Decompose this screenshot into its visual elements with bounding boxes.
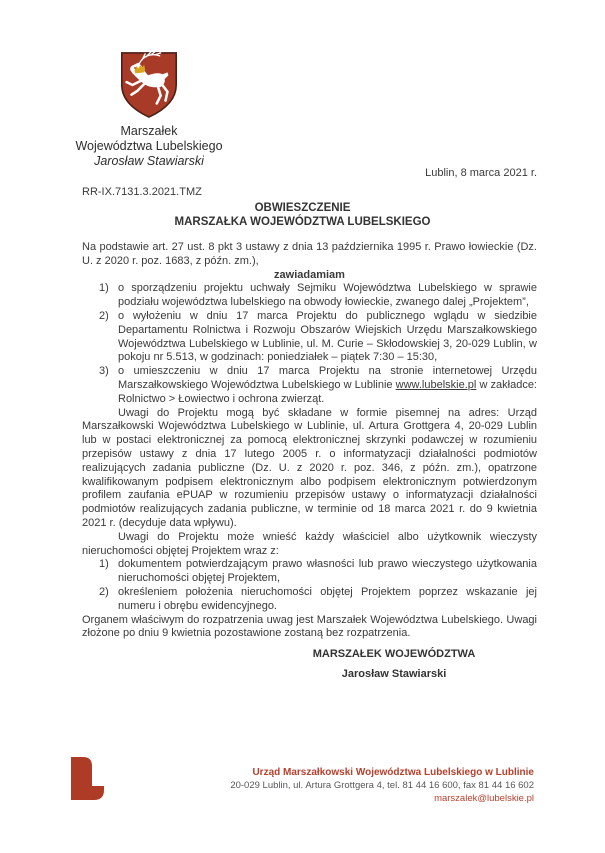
document-title-line1: OBWIESZCZENIE <box>254 202 351 214</box>
footer-organization: Urząd Marszałkowski Województwa Lubelskiego w Lublinie <box>252 767 534 778</box>
footer-email-link[interactable]: marszalek@lubelskie.pl <box>434 793 534 804</box>
signature-block <box>279 648 509 682</box>
footer-address: 20-029 Lublin, ul. Artura Grottgera 4, tel. 81 44 16 600, fax 81 44 16 602 <box>230 780 534 791</box>
list-item-number: 3) <box>99 365 109 378</box>
reference-number: RR-IX.7131.3.2021.TMZ <box>82 186 202 198</box>
comments-submission-paragraph: Uwagi do Projektu mogą być składane w formie pisemnej na adres: Urząd Marszałkowski Województwa Lubelskiego w Lublinie, ul. Artura Grottgera 4, 20-029 Lublin lub w postaci elektronicznej za pomocą elektronicznej skrzynki podawczej w rozumieniu przepisów ustawy z dnia 17 lutego 2005 r. o informatyzacji działalności podmiotów realizujących zadania publiczne (Dz. U. z 2020 r. poz. 346, z późn. zm.), opatrzone kwalifikowanym podpisem elektronicznym albo podpisem elektronicznym potwierdzonym profilem zaufania ePUAP w rozumieniu przepisów ustawy o informatyzacji działalności podmiotów realizujących zadania publiczne, w terminie od 18 marca 2021 r. do 9 kwietnia 2021 r. (decyduje data wpływu). <box>82 406 537 529</box>
document-title-line2: MARSZAŁKA WOJEWÓDZTWA LUBELSKIEGO <box>174 216 431 228</box>
requirements-list <box>82 558 537 613</box>
footer <box>230 766 534 805</box>
legal-basis-paragraph: Na podstawie art. 27 ust. 8 pkt 3 ustawy z dnia 13 października 1995 r. Prawo łowieckie (Dz. U. z 2020 r. poz. 1683, z późn. zm.), <box>82 241 537 267</box>
list-item <box>82 558 537 586</box>
eligible-persons-paragraph: Uwagi do Projektu może wnieść każdy właściciel albo użytkownik wieczysty nieruchomości objętej Projektem wraz z: <box>82 530 537 557</box>
lubelskie-website-link[interactable]: www.lubelskie.pl <box>395 378 477 391</box>
announcement-list <box>82 282 537 406</box>
list-item-text: o sporządzeniu projektu uchwały Sejmiku Województwa Lubelskiego w sprawie podziału województwa lubelskiego na obwody łowieckie, zwanego dalej „Projektem”, <box>118 282 537 309</box>
list-item <box>82 310 537 365</box>
deer-eye <box>134 67 136 69</box>
signature-name: Jarosław Stawiarski <box>341 667 447 680</box>
list-item-text: o umieszczeniu w dniu 17 marca Projektu na stronie internetowej Urzędu Marszałkowskiego Województwa Lubelskiego w Lublinie <box>118 365 537 391</box>
list-item-number: 2) <box>99 309 109 322</box>
list-item-text: określeniem położenia nieruchomości objętej Projektem poprzez wskazanie jej numeru i obrębu ewidencyjnego. <box>118 585 537 612</box>
letterhead <box>35 50 263 169</box>
list-item-text: dokumentem potwierdzającym prawo własności lub prawo wieczystego użytkowania nieruchomości objętej Projektem, <box>118 558 537 585</box>
document-body <box>82 241 537 682</box>
notice-word: zawiadamiam <box>274 268 345 281</box>
document-title <box>0 201 605 229</box>
letterhead-signatory-name: Jarosław Stawiarski <box>94 154 204 168</box>
list-item-text: w zakładce: Rolnictwo > Łowiectwo i ochrona zwierząt. <box>118 378 537 405</box>
authority-paragraph: Organem właściwym do rozpatrzenia uwag jest Marszałek Województwa Lubelskiego. Uwagi złożone po dniu 9 kwietnia pozostawione zostaną bez rozpatrzenia. <box>82 613 537 640</box>
letterhead-office-line2: Województwa Lubelskiego <box>75 139 223 153</box>
list-item-number: 2) <box>99 585 109 598</box>
list-item <box>82 586 537 614</box>
coat-of-arms-icon <box>118 50 180 120</box>
list-item <box>82 365 537 406</box>
lubelskie-brand-logo-icon <box>71 757 104 800</box>
signature-title: MARSZAŁEK WOJEWÓDZTWA <box>312 648 476 661</box>
letterhead-office-line1: Marszałek <box>120 124 178 138</box>
list-item-number: 1) <box>99 558 109 571</box>
list-item-text: o wyłożeniu w dniu 17 marca Projektu do publicznego wglądu w siedzibie Departamentu Rolnictwa i Rozwoju Obszarów Wiejskich Urzędu Marszałkowskiego Województwa Lubelskiego w Lublinie, ul. M. Curie – Skłodowskiej 3, 20-029 Lublin, w pokoju nr 5.513, w godzinach: poniedziałek – piątek 7:30 – 15:30, <box>118 309 537 364</box>
list-item-number: 1) <box>99 282 109 295</box>
place-date: Lublin, 8 marca 2021 r. <box>425 167 537 179</box>
list-item <box>82 282 537 310</box>
